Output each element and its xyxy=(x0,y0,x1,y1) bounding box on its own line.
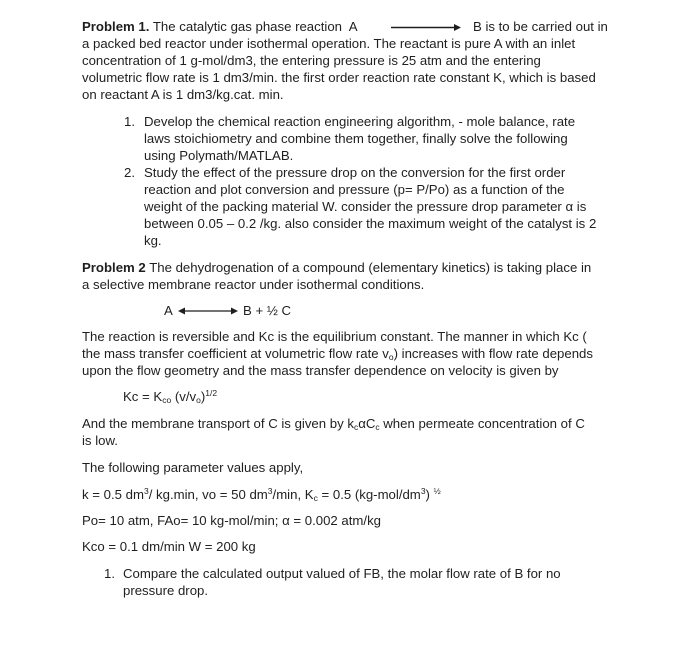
reaction-left: A xyxy=(164,303,173,318)
param1-e: ) xyxy=(425,487,434,502)
p1-item-line: Develop the chemical reaction engineering algorithm, - mole balance, rate xyxy=(144,114,576,129)
membrane-c: when permeate concentration of C xyxy=(379,416,585,431)
p1-line: concentration of 1 g-mol/dm3, the entering pressure is 25 atm and the entering xyxy=(82,53,541,68)
param1-a: k = 0.5 dm xyxy=(82,487,144,502)
param-line-2: Po= 10 atm, FAo= 10 kg-mol/min; α = 0.002 atm/kg xyxy=(82,513,381,528)
param-line-1 xyxy=(82,486,441,503)
membrane-b: αC xyxy=(358,416,376,431)
kc-eq-mid: (v/v xyxy=(171,389,197,404)
membrane-a: And the membrane transport of C is given by k xyxy=(82,416,354,431)
p2-para-line xyxy=(82,345,593,362)
p2-first-line xyxy=(82,259,591,276)
param1-b: / kg.min, vo = 50 dm xyxy=(148,487,268,502)
kc-eq-a: Kc = K xyxy=(123,389,163,404)
kc-eq-sub: co xyxy=(162,395,172,405)
p2-para-text: the mass transfer coefficient at volumetric flow rate v xyxy=(82,346,389,361)
reaction-arrow-icon xyxy=(390,23,462,32)
p2-intro-line: a selective membrane reactor under isothermal conditions. xyxy=(82,277,425,292)
param1-sup1: 3 xyxy=(143,486,149,496)
reaction-right: B + ½ C xyxy=(243,303,292,318)
membrane-sub2: c xyxy=(375,422,380,432)
p1-species-a: A xyxy=(348,19,358,34)
equilibrium-arrow-icon xyxy=(177,306,239,316)
kc-eq-sup: 1/2 xyxy=(205,388,218,398)
membrane-sub1: c xyxy=(353,422,359,432)
p2-heading: Problem 2 xyxy=(82,260,146,275)
p1-line: on reactant A is 1 dm3/kg.cat. min. xyxy=(82,87,284,102)
p1-text-b: B is to be carried out in xyxy=(473,19,608,34)
membrane-line xyxy=(82,415,585,432)
p2-intro: The dehydrogenation of a compound (elementary kinetics) is taking place in xyxy=(149,260,592,275)
kc-equation xyxy=(123,388,217,405)
p2-para-line: The reaction is reversible and Kc is the equilibrium constant. The manner in which Kc ( xyxy=(82,329,587,344)
p2-item-number: 1. xyxy=(104,566,115,581)
param1-sup2: 3 xyxy=(267,486,273,496)
param1-sub: c xyxy=(313,493,318,503)
param1-sup4: ½ xyxy=(433,486,441,496)
p1-item-line: between 0.05 – 0.2 /kg. also consider the maximum weight of the catalyst is 2 xyxy=(144,216,597,231)
p2-para-line: upon the flow geometry and the mass transfer dependence on velocity is given by xyxy=(82,363,559,378)
kc-eq-sub2: o xyxy=(196,395,201,405)
membrane-line-2: is low. xyxy=(82,433,118,448)
p2-para-tail: ) increases with flow rate depends xyxy=(393,346,593,361)
p1-item-line: kg. xyxy=(144,233,162,248)
p1-heading: Problem 1. xyxy=(82,19,150,34)
param1-d: = 0.5 (kg-mol/dm xyxy=(317,487,421,502)
kc-eq-end: ) xyxy=(200,389,206,404)
param1-c: /min, K xyxy=(272,487,314,502)
p2-item-line: Compare the calculated output valued of FB, the molar flow rate of B for no xyxy=(123,566,561,581)
p1-item-line: laws stoichiometry and combine them together, finally solve the following xyxy=(144,131,568,146)
sub-o: o xyxy=(388,352,394,362)
p1-item-line: reaction and plot conversion and pressure (p= P/Po) as a function of the xyxy=(144,182,565,197)
p1-line: volumetric flow rate is 1 dm3/min. the first order reaction rate constant K, which is based xyxy=(82,70,596,85)
p1-first-line xyxy=(82,18,357,35)
p1-item-line: using Polymath/MATLAB. xyxy=(144,148,294,163)
p1-item-line: weight of the packing material W. consider the pressure drop parameter α is xyxy=(144,199,587,214)
p2-item-line: pressure drop. xyxy=(123,583,209,598)
p1-item-line: Study the effect of the pressure drop on the conversion for the first order xyxy=(144,165,566,180)
p1-item-number: 2. xyxy=(124,165,135,180)
p1-line: a packed bed reactor under isothermal operation. The reactant is pure A with an inlet xyxy=(82,36,576,51)
p1-text-a: The catalytic gas phase reaction xyxy=(152,19,343,34)
param1-sup3: 3 xyxy=(420,486,426,496)
param-line-3: Kco = 0.1 dm/min W = 200 kg xyxy=(82,539,256,554)
p1-item-number: 1. xyxy=(124,114,135,129)
params-title: The following parameter values apply, xyxy=(82,460,304,475)
